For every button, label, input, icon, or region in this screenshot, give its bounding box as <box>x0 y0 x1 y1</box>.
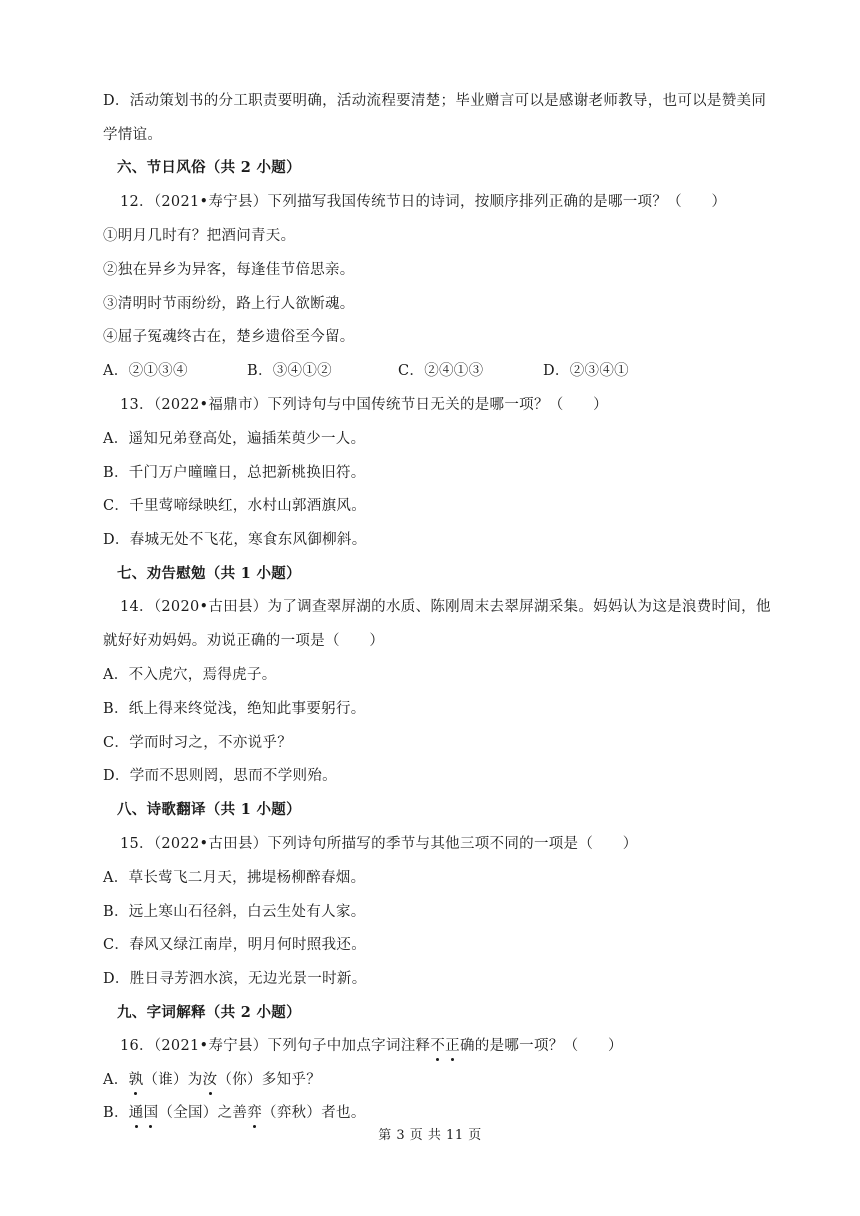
q16-stem-text-b: 确的是哪一项？（ ） <box>459 1038 623 1054</box>
q15-option-a: A．草长莺飞二月天，拂堤杨柳醉春烟。 <box>103 870 366 886</box>
option-text: （你）多知乎？ <box>217 1072 322 1088</box>
emphasis-dot-char: 弈 <box>247 1105 263 1121</box>
option-text: （谁）为 <box>143 1072 203 1088</box>
q14-stem-line2: 就好好劝妈妈。劝说正确的一项是（ ） <box>103 633 385 649</box>
emphasis-dot-char: 汝 <box>202 1072 218 1088</box>
emphasis-dot-char: 不 <box>430 1038 446 1054</box>
option-text: （弈秋）者也。 <box>262 1105 366 1121</box>
q13-option-a: A．遥知兄弟登高处，遍插茱萸少一人。 <box>103 431 366 447</box>
q15-option-c: C．春风又绿江南岸，明月何时照我还。 <box>103 937 366 953</box>
q14-option-d: D．学而不思则罔，思而不学则殆。 <box>103 768 337 784</box>
q14-option-a: A．不入虎穴，焉得虎子。 <box>103 667 277 683</box>
q12-choice-a: A．②①③④ <box>103 363 188 379</box>
q16-stem-text-a: 16．（2021•寿宁县）下列句子中加点字词注释 <box>120 1038 431 1054</box>
q16-option-b <box>103 1103 366 1123</box>
q12-stem: 12．（2021•寿宁县）下列描写我国传统节日的诗词，按顺序排列正确的是哪一项？（ ） <box>120 194 727 210</box>
q15-stem: 15．（2022•古田县）下列诗句所描写的季节与其他三项不同的一项是（ ） <box>120 836 638 852</box>
emphasis-dot-char: 通 <box>128 1105 144 1121</box>
q16-option-a <box>103 1070 321 1090</box>
q14-option-b: B．纸上得来终觉浅，绝知此事要躬行。 <box>103 701 366 717</box>
option-text: （全国）之善 <box>158 1105 248 1121</box>
q12-item-1: ①明月几时有？把酒问青天。 <box>103 228 296 244</box>
q12-item-2: ②独在异乡为异客，每逢佳节倍思亲。 <box>103 262 355 278</box>
q12-item-4: ④屈子冤魂终古在，楚乡遗俗至今留。 <box>103 329 355 345</box>
q12-choice-b: B．③④①② <box>247 363 332 379</box>
option-label: A． <box>103 1072 129 1088</box>
page-footer: 第 3 页 共 11 页 <box>378 1128 482 1143</box>
q14-option-c: C．学而时习之，不亦说乎？ <box>103 735 292 751</box>
q13-option-b: B．千门万户曈曈日，总把新桃换旧符。 <box>103 465 366 481</box>
section-8-heading: 八、诗歌翻译（共 1 小题） <box>117 801 301 818</box>
q15-option-b: B．远上寒山石径斜，白云生处有人家。 <box>103 904 366 920</box>
option-label: B． <box>103 1105 129 1121</box>
q11-option-d-line1: D．活动策划书的分工职责要明确，活动流程要清楚；毕业赠言可以是感谢老师教导，也可以是赞美同 <box>103 93 767 109</box>
q12-choice-d: D．②③④① <box>543 363 629 379</box>
section-9-heading: 九、字词解释（共 2 小题） <box>117 1004 301 1021</box>
section-6-heading: 六、节日风俗（共 2 小题） <box>117 159 301 176</box>
q12-item-3: ③清明时节雨纷纷，路上行人欲断魂。 <box>103 296 355 312</box>
emphasis-dot-char: 孰 <box>128 1072 144 1088</box>
q16-stem <box>120 1036 623 1056</box>
emphasis-dot-char: 国 <box>143 1105 159 1121</box>
q13-stem: 13．（2022•福鼎市）下列诗句与中国传统节日无关的是哪一项？（ ） <box>120 397 608 413</box>
q15-option-d: D．胜日寻芳泗水滨，无边光景一时新。 <box>103 971 367 987</box>
q11-option-d-line2: 学情谊。 <box>103 127 163 143</box>
q13-option-d: D．春城无处不飞花，寒食东风御柳斜。 <box>103 532 367 548</box>
q14-stem-line1: 14．（2020•古田县）为了调查翠屏湖的水质、陈刚周末去翠屏湖采集。妈妈认为这是浪费时间，他 <box>120 599 771 615</box>
emphasis-dot-char: 正 <box>445 1038 460 1054</box>
q13-option-c: C．千里莺啼绿映红，水村山郭酒旗风。 <box>103 498 366 514</box>
q12-choice-c: C．②④①③ <box>398 363 484 379</box>
section-7-heading: 七、劝告慰勉（共 1 小题） <box>117 565 301 582</box>
